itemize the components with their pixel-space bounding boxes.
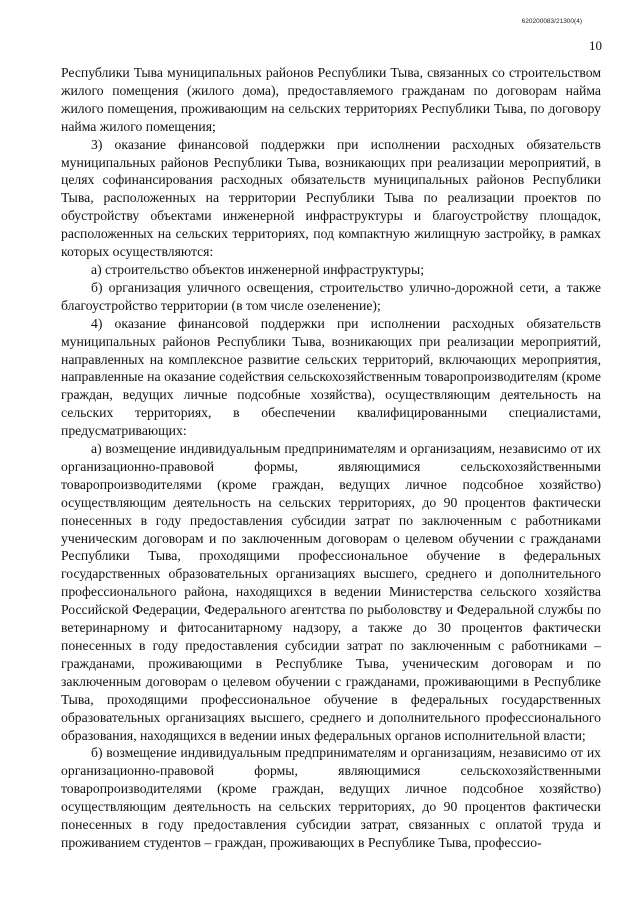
document-body xyxy=(61,64,601,852)
page-number: 10 xyxy=(589,38,602,53)
paragraph-item-4-b: б) возмещение индивидуальным предпринимателям и организациям, независимо от их организационно-правовой формы, являющимися сельскохозяйственными товаропроизводителями (кроме граждан, ведущих личное подсобное хозяйство) осуществляющим деятельность на сельских территориях, до 90 процентов фактически понесенных в году предоставления субсидии затрат, связанных с оплатой труда и проживанием студентов – граждан, проживающих в Республике Тыва, профессио- xyxy=(61,745,601,850)
paragraph-item-3: 3) оказание финансовой поддержки при исполнении расходных обязательств муниципальных районов Республики Тыва, возникающих при реализации мероприятий, в целях софинансирования расходных обязательств муниципальных районов Республики Тыва, расположенных на территории Республики Тыва по реализации проектов по обустройству объектами инженерной инфраструктуры и благоустройству площадок, расположенных на сельских территориях, под компактную жилищную застройку, в рамках которых осуществляются: xyxy=(61,136,601,260)
paragraph-item-4: 4) оказание финансовой поддержки при исполнении расходных обязательств муниципальных районов Республики Тыва, возникающих при реализации мероприятий, направленных на комплексное развитие сельских территорий, включающих мероприятия, направленные на оказание содействия сельскохозяйственным товаропроизводителям (кроме граждан, ведущих личные подсобные хозяйства), осуществляющим деятельность на сельских территориях, в обеспечении квалифицированными специалистами, предусматривающих: xyxy=(61,315,601,439)
paragraph-continuation: Республики Тыва муниципальных районов Республики Тыва, связанных со строительством жилого помещения (жилого дома), предоставляемого гражданам по договорам найма жилого помещения, проживающим на сельских территориях Республики Тыва, по договору найма жилого помещения; xyxy=(61,65,601,134)
paragraph-item-4-a: а) возмещение индивидуальным предпринимателям и организациям, независимо от их организационно-правовой формы, являющимися сельскохозяйственными товаропроизводителями (кроме граждан, ведущих личное подсобное хозяйство) осуществляющим деятельность на сельских территориях, до 90 процентов фактически понесенных в году предоставления субсидии затрат по заключенным с работниками ученическим договорам и по заключенным договорам о целевом обучении с гражданами Республики Тыва, проходящими профессиональное обучение в федеральных государственных образовательных организациях высшего, среднего и дополнительного профессионального района, находящихся в ведении Министерства сельского хозяйства Российской Федерации, Федерального агентства по рыболовству и Федеральной службы по ветеринарному и фитосанитарному надзору, а также до 30 процентов фактически понесенных в году предоставления субсидии затрат по заключенным с работниками – гражданами, проживающими в Республике Тыва, ученическим договорам и по заключенным договорам о целевом обучении с гражданами, проживающими в Республике Тыва, проходящими профессиональное обучение в федеральных государственных образовательных организациях высшего, среднего и дополнительного профессионального образования, находящихся в ведении иных федеральных органов исполнительной власти; xyxy=(61,441,601,743)
paragraph-subitem-b: б) организация уличного освещения, строительство улично-дорожной сети, а также благоустройство территории (в том числе озеленение); xyxy=(61,279,601,313)
document-code: 620200083/21300(4) xyxy=(521,18,582,25)
paragraph-subitem-a: а) строительство объектов инженерной инфраструктуры; xyxy=(91,261,425,277)
